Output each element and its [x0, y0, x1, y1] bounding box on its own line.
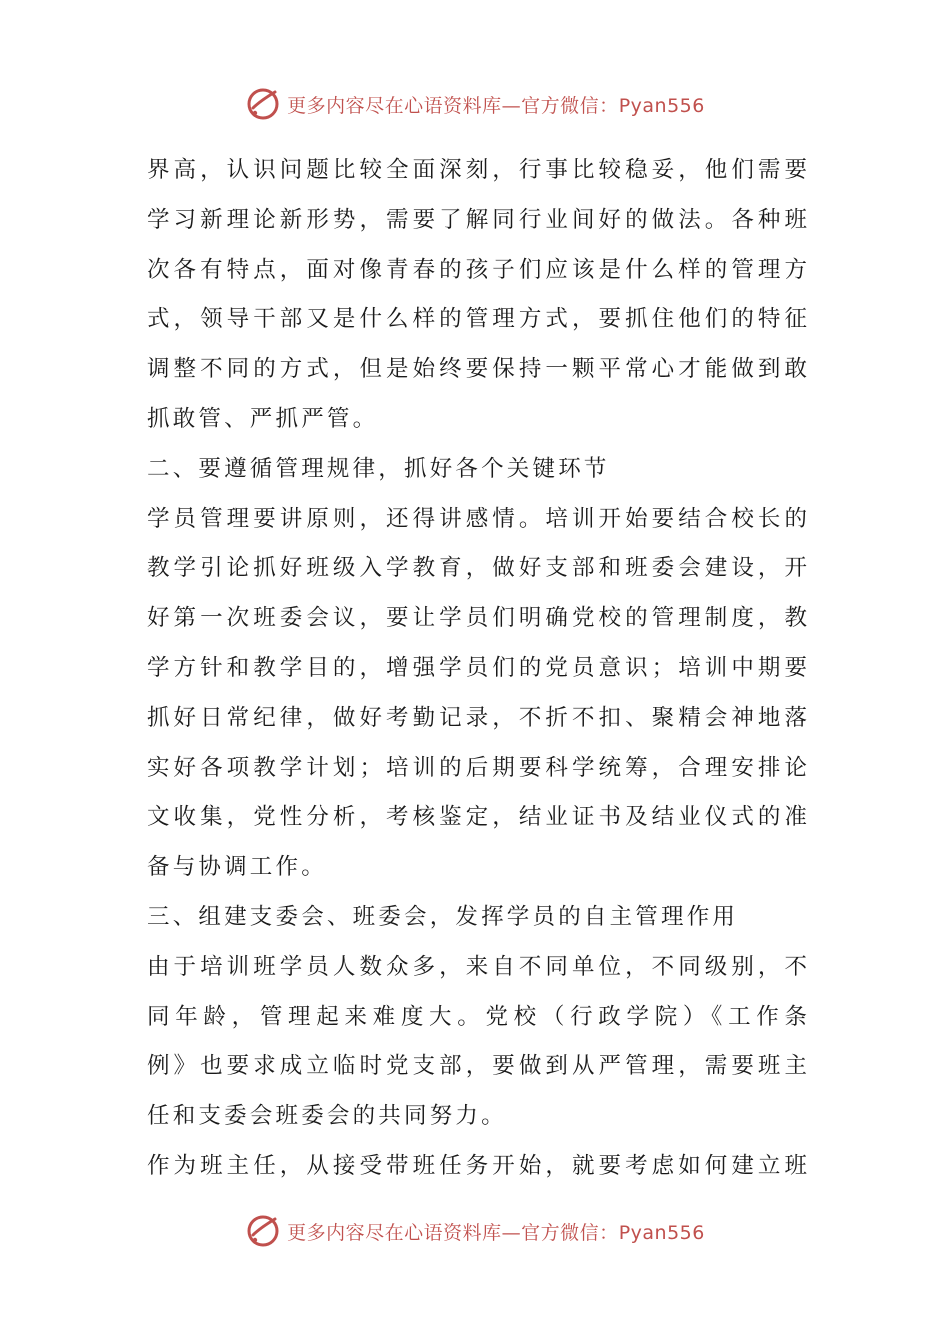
text-line: 例》也要求成立临时党支部，要做到从严管理，需要班主	[147, 1053, 807, 1080]
text-line: 学习新理论新形势，需要了解同行业间好的做法。各种班	[147, 206, 807, 233]
footer-dash: —	[501, 1221, 522, 1244]
header-dash: —	[501, 94, 522, 117]
text-line: 文收集，党性分析，考核鉴定，结业证书及结业仪式的准	[147, 804, 807, 831]
text-line: 同年龄，管理起来难度大。党校（行政学院）《工作条	[147, 1003, 807, 1030]
footer-wechat-id: Pyan556	[618, 1221, 705, 1244]
footer-text	[287, 1218, 705, 1245]
footer-banner	[0, 1211, 950, 1251]
text-line: 次各有特点，面对像青春的孩子们应该是什么样的管理方	[147, 256, 807, 283]
header-site-name: 更多内容尽在心语资料库	[287, 94, 502, 117]
header-text	[287, 91, 705, 118]
text-line: 式，领导干部又是什么样的管理方式，要抓住他们的特征	[147, 306, 807, 333]
pen-logo-icon	[245, 86, 281, 122]
text-line: 调整不同的方式，但是始终要保持一颗平常心才能做到敢	[147, 356, 807, 383]
pen-logo-icon	[245, 1213, 281, 1249]
text-line: 备与协调工作。	[147, 854, 327, 881]
text-line: 界高，认识问题比较全面深刻，行事比较稳妥，他们需要	[147, 157, 807, 183]
text-line: 抓好日常纪律，做好考勤记录，不折不扣、聚精会神地落	[147, 704, 807, 731]
text-line: 教学引论抓好班级入学教育，做好支部和班委会建设，开	[147, 555, 807, 582]
text-line: 好第一次班委会议，要让学员们明确党校的管理制度，教	[147, 605, 807, 632]
text-line: 实好各项教学计划；培训的后期要科学统筹，合理安排论	[147, 754, 807, 781]
text-line: 学方针和教学目的，增强学员们的党员意识；培训中期要	[147, 654, 807, 681]
footer-site-name: 更多内容尽在心语资料库	[287, 1221, 502, 1244]
text-line: 作为班主任，从接受带班任务开始，就要考虑如何建立班	[147, 1152, 807, 1179]
header-banner	[0, 84, 950, 124]
section-heading: 二、要遵循管理规律，抓好各个关键环节	[147, 455, 610, 482]
header-wechat-id: Pyan556	[618, 94, 705, 117]
text-line: 任和支委会班委会的共同努力。	[147, 1103, 507, 1130]
section-heading: 三、组建支委会、班委会，发挥学员的自主管理作用	[147, 903, 739, 930]
header-wechat-label: 官方微信：	[521, 94, 619, 117]
text-line: 抓敢管、严抓严管。	[147, 405, 379, 432]
document-body	[147, 146, 807, 1192]
text-line: 由于培训班学员人数众多，来自不同单位，不同级别，不	[147, 953, 807, 980]
text-line: 学员管理要讲原则，还得讲感情。培训开始要结合校长的	[147, 505, 807, 532]
footer-wechat-label: 官方微信：	[521, 1221, 619, 1244]
